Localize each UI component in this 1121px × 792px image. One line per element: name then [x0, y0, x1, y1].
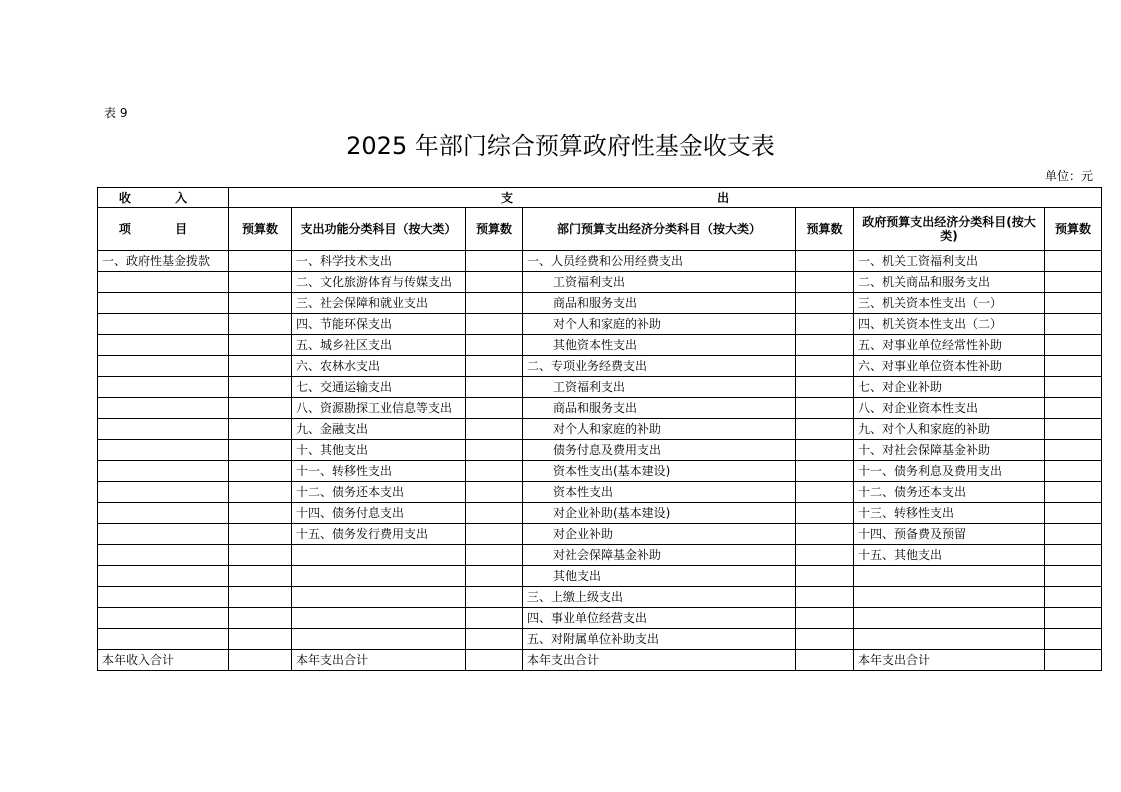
dept-budget-cell [796, 335, 854, 356]
gov-budget-cell [1045, 503, 1102, 524]
income-item-cell [98, 335, 229, 356]
budget-header-4: 预算数 [1045, 208, 1102, 251]
dept-budget-cell [796, 377, 854, 398]
dept-total-label: 本年支出合计 [523, 650, 796, 671]
income-budget-cell [229, 440, 292, 461]
income-budget-cell [229, 566, 292, 587]
func-total-value [466, 650, 523, 671]
totals-row [98, 650, 1102, 671]
income-item-cell [98, 503, 229, 524]
table-row [98, 587, 1102, 608]
table-row [98, 335, 1102, 356]
table-row [98, 482, 1102, 503]
dept-item-cell: 商品和服务支出 [523, 398, 796, 419]
gov-item-cell: 三、机关资本性支出（一） [854, 293, 1045, 314]
income-budget-cell [229, 251, 292, 272]
gov-item-cell: 六、对事业单位资本性补助 [854, 356, 1045, 377]
gov-item-cell: 十一、债务利息及费用支出 [854, 461, 1045, 482]
income-total-value [229, 650, 292, 671]
income-item-cell [98, 524, 229, 545]
dept-budget-cell [796, 545, 854, 566]
gov-budget-cell [1045, 398, 1102, 419]
func-total-label: 本年支出合计 [292, 650, 466, 671]
dept-item-cell: 其他资本性支出 [523, 335, 796, 356]
gov-item-cell [854, 587, 1045, 608]
dept-econ-header: 部门预算支出经济分类科目（按大类） [523, 208, 796, 251]
dept-budget-cell [796, 398, 854, 419]
income-budget-cell [229, 377, 292, 398]
income-total-label: 本年收入合计 [98, 650, 229, 671]
dept-budget-cell [796, 608, 854, 629]
func-item-cell: 五、城乡社区支出 [292, 335, 466, 356]
dept-budget-cell [796, 524, 854, 545]
table-row [98, 461, 1102, 482]
func-item-cell: 一、科学技术支出 [292, 251, 466, 272]
gov-item-cell: 九、对个人和家庭的补助 [854, 419, 1045, 440]
dept-budget-cell [796, 356, 854, 377]
gov-budget-cell [1045, 251, 1102, 272]
gov-budget-cell [1045, 377, 1102, 398]
table-number: 表 9 [104, 106, 128, 120]
income-budget-cell [229, 356, 292, 377]
income-budget-cell [229, 503, 292, 524]
func-item-cell: 八、资源勘探工业信息等支出 [292, 398, 466, 419]
dept-item-cell: 四、事业单位经营支出 [523, 608, 796, 629]
table-row [98, 419, 1102, 440]
func-budget-cell [466, 272, 523, 293]
func-item-cell: 六、农林水支出 [292, 356, 466, 377]
table-row [98, 314, 1102, 335]
income-item-cell [98, 545, 229, 566]
func-budget-cell [466, 629, 523, 650]
dept-budget-cell [796, 587, 854, 608]
func-budget-cell [466, 293, 523, 314]
dept-item-cell: 五、对附属单位补助支出 [523, 629, 796, 650]
gov-budget-cell [1045, 545, 1102, 566]
gov-item-cell: 十四、预备费及预留 [854, 524, 1045, 545]
income-item-cell [98, 272, 229, 293]
func-item-cell [292, 566, 466, 587]
gov-item-cell: 十、对社会保障基金补助 [854, 440, 1045, 461]
table-row [98, 566, 1102, 587]
income-item-cell [98, 482, 229, 503]
gov-item-cell: 十三、转移性支出 [854, 503, 1045, 524]
income-budget-cell [229, 608, 292, 629]
dept-budget-cell [796, 629, 854, 650]
income-budget-cell [229, 272, 292, 293]
gov-item-cell: 十五、其他支出 [854, 545, 1045, 566]
income-item-cell [98, 314, 229, 335]
dept-budget-cell [796, 314, 854, 335]
income-header: 收 入 [98, 188, 229, 208]
func-item-cell [292, 629, 466, 650]
func-budget-cell [466, 398, 523, 419]
func-item-cell: 三、社会保障和就业支出 [292, 293, 466, 314]
header-row-columns [98, 208, 1102, 251]
func-item-cell: 十一、转移性支出 [292, 461, 466, 482]
budget-table [97, 187, 1102, 671]
income-item-cell [98, 629, 229, 650]
income-budget-cell [229, 335, 292, 356]
income-budget-cell [229, 545, 292, 566]
dept-item-cell: 对社会保障基金补助 [523, 545, 796, 566]
income-budget-cell [229, 419, 292, 440]
gov-budget-cell [1045, 629, 1102, 650]
gov-item-cell: 五、对事业单位经常性补助 [854, 335, 1045, 356]
func-budget-cell [466, 503, 523, 524]
dept-budget-cell [796, 419, 854, 440]
income-budget-cell [229, 461, 292, 482]
gov-budget-cell [1045, 335, 1102, 356]
func-item-cell: 九、金融支出 [292, 419, 466, 440]
gov-budget-cell [1045, 356, 1102, 377]
dept-budget-cell [796, 566, 854, 587]
gov-budget-cell [1045, 461, 1102, 482]
gov-item-cell: 一、机关工资福利支出 [854, 251, 1045, 272]
func-item-cell: 十四、债务付息支出 [292, 503, 466, 524]
income-budget-cell [229, 482, 292, 503]
func-budget-cell [466, 251, 523, 272]
gov-econ-header: 政府预算支出经济分类科目(按大类) [854, 208, 1045, 251]
dept-total-value [796, 650, 854, 671]
func-budget-cell [466, 566, 523, 587]
func-budget-cell [466, 356, 523, 377]
dept-budget-cell [796, 272, 854, 293]
unit-label: 单位：元 [1044, 169, 1093, 183]
income-budget-cell [229, 293, 292, 314]
func-budget-cell [466, 482, 523, 503]
func-item-cell: 十五、债务发行费用支出 [292, 524, 466, 545]
table-row [98, 356, 1102, 377]
dept-budget-cell [796, 440, 854, 461]
income-budget-cell [229, 629, 292, 650]
gov-budget-cell [1045, 482, 1102, 503]
table-row [98, 524, 1102, 545]
func-class-header: 支出功能分类科目（按大类） [292, 208, 466, 251]
func-budget-cell [466, 461, 523, 482]
func-item-cell [292, 587, 466, 608]
gov-item-cell [854, 566, 1045, 587]
func-item-cell: 十二、债务还本支出 [292, 482, 466, 503]
income-item-cell [98, 461, 229, 482]
income-item-cell [98, 440, 229, 461]
func-item-cell: 七、交通运输支出 [292, 377, 466, 398]
dept-item-cell: 对企业补助 [523, 524, 796, 545]
income-item-cell [98, 608, 229, 629]
income-item-cell [98, 356, 229, 377]
gov-budget-cell [1045, 608, 1102, 629]
dept-item-cell: 资本性支出(基本建设) [523, 461, 796, 482]
dept-item-cell: 其他支出 [523, 566, 796, 587]
func-budget-cell [466, 587, 523, 608]
table-row [98, 377, 1102, 398]
income-budget-cell [229, 524, 292, 545]
dept-item-cell: 债务付息及费用支出 [523, 440, 796, 461]
income-item-cell [98, 419, 229, 440]
page-title: 2025 年部门综合预算政府性基金收支表 [346, 132, 775, 160]
header-row-top [98, 188, 1102, 208]
income-item-cell [98, 377, 229, 398]
dept-budget-cell [796, 461, 854, 482]
gov-item-cell: 八、对企业资本性支出 [854, 398, 1045, 419]
func-item-cell: 四、节能环保支出 [292, 314, 466, 335]
income-item-cell [98, 293, 229, 314]
gov-budget-cell [1045, 440, 1102, 461]
dept-item-cell: 对企业补助(基本建设) [523, 503, 796, 524]
table-row [98, 440, 1102, 461]
table-row [98, 293, 1102, 314]
income-item-cell [98, 566, 229, 587]
table-row [98, 545, 1102, 566]
dept-item-cell: 二、专项业务经费支出 [523, 356, 796, 377]
gov-budget-cell [1045, 314, 1102, 335]
func-budget-cell [466, 440, 523, 461]
gov-budget-cell [1045, 566, 1102, 587]
gov-item-cell [854, 608, 1045, 629]
dept-item-cell: 对个人和家庭的补助 [523, 314, 796, 335]
func-budget-cell [466, 335, 523, 356]
gov-budget-cell [1045, 419, 1102, 440]
table-body [98, 251, 1102, 650]
dept-item-cell: 工资福利支出 [523, 377, 796, 398]
income-item-cell [98, 587, 229, 608]
table-row [98, 251, 1102, 272]
table-row [98, 398, 1102, 419]
gov-item-cell: 七、对企业补助 [854, 377, 1045, 398]
func-item-cell [292, 608, 466, 629]
dept-item-cell: 三、上缴上级支出 [523, 587, 796, 608]
budget-header-2: 预算数 [466, 208, 523, 251]
gov-item-cell [854, 629, 1045, 650]
gov-total-label: 本年支出合计 [854, 650, 1045, 671]
budget-header-1: 预算数 [229, 208, 292, 251]
table-row [98, 272, 1102, 293]
dept-budget-cell [796, 482, 854, 503]
func-budget-cell [466, 545, 523, 566]
func-item-cell: 十、其他支出 [292, 440, 466, 461]
income-budget-cell [229, 587, 292, 608]
dept-budget-cell [796, 503, 854, 524]
gov-item-cell: 十二、债务还本支出 [854, 482, 1045, 503]
func-budget-cell [466, 608, 523, 629]
expense-header: 支 出 [229, 188, 1102, 208]
dept-budget-cell [796, 293, 854, 314]
income-item-cell [98, 398, 229, 419]
func-item-cell [292, 545, 466, 566]
budget-header-3: 预算数 [796, 208, 854, 251]
table-row [98, 629, 1102, 650]
income-budget-cell [229, 398, 292, 419]
gov-total-value [1045, 650, 1102, 671]
dept-item-cell: 资本性支出 [523, 482, 796, 503]
func-budget-cell [466, 524, 523, 545]
gov-item-cell: 二、机关商品和服务支出 [854, 272, 1045, 293]
gov-budget-cell [1045, 524, 1102, 545]
dept-item-cell: 工资福利支出 [523, 272, 796, 293]
dept-item-cell: 对个人和家庭的补助 [523, 419, 796, 440]
gov-budget-cell [1045, 272, 1102, 293]
dept-budget-cell [796, 251, 854, 272]
func-budget-cell [466, 377, 523, 398]
table-row [98, 503, 1102, 524]
income-budget-cell [229, 314, 292, 335]
income-item-cell: 一、政府性基金拨款 [98, 251, 229, 272]
dept-item-cell: 商品和服务支出 [523, 293, 796, 314]
gov-item-cell: 四、机关资本性支出（二） [854, 314, 1045, 335]
gov-budget-cell [1045, 587, 1102, 608]
table-row [98, 608, 1102, 629]
func-budget-cell [466, 314, 523, 335]
dept-item-cell: 一、人员经费和公用经费支出 [523, 251, 796, 272]
func-budget-cell [466, 419, 523, 440]
item-header: 项 目 [98, 208, 229, 251]
func-item-cell: 二、文化旅游体育与传媒支出 [292, 272, 466, 293]
gov-budget-cell [1045, 293, 1102, 314]
